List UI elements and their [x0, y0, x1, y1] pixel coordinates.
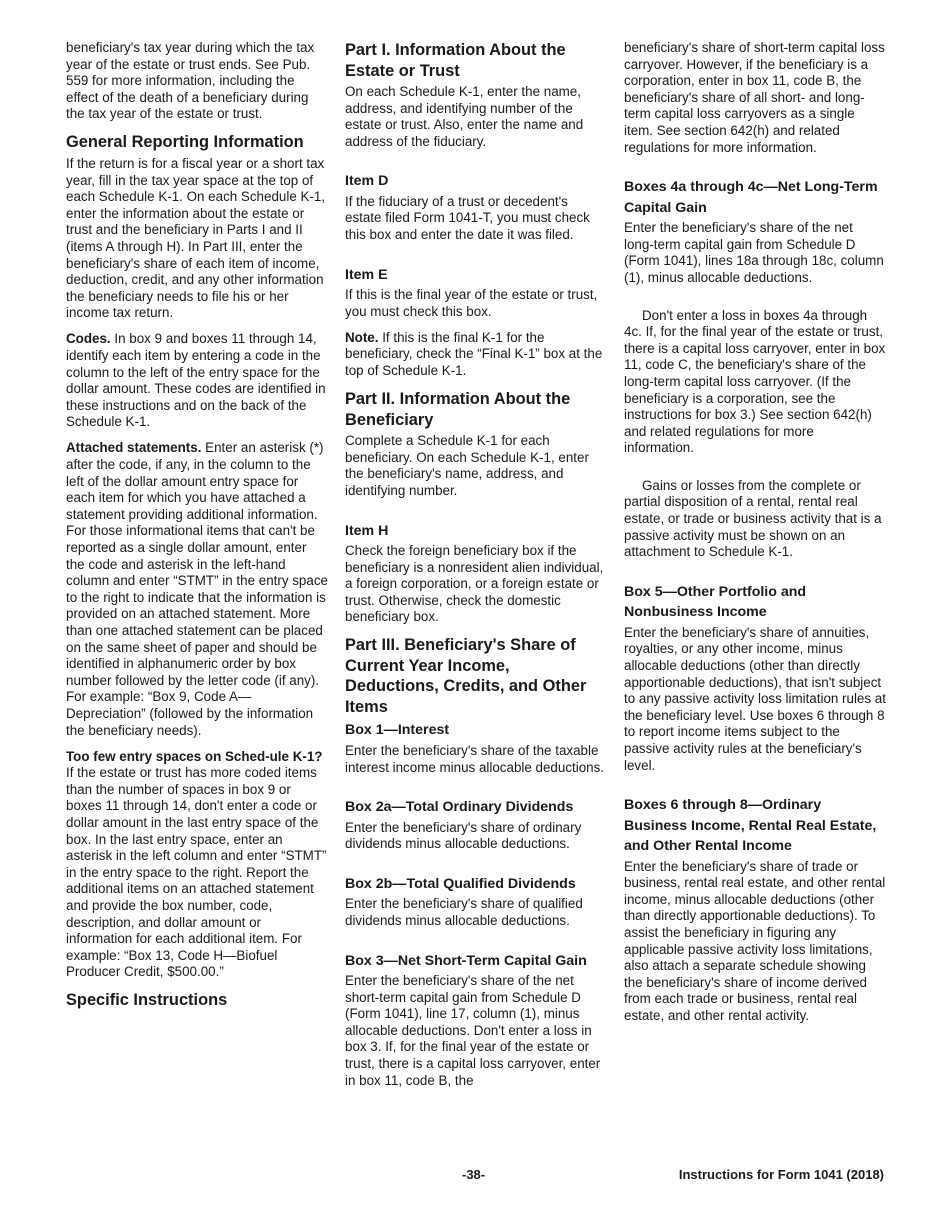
paragraph: Check the foreign beneficiary box if the beneficiary is a nonresident alien individual, a foreign corporation, or a foreign estate or trust. Otherwise, check the domestic beneficiary box.: [345, 543, 604, 625]
heading-box-2b: Box 2b—Total Qualified Dividends: [345, 875, 576, 892]
paragraph-note: [345, 330, 607, 380]
lead-term: Too few entry spaces on Sched-ule K-1?: [66, 748, 323, 764]
paragraph: If this is the final year of the estate or trust, you must check this box.: [345, 287, 598, 319]
paragraph: Gains or losses from the complete or partial disposition of a rental, rental real estate, or trade or business activity that is a passive activity must be shown on an attachment to Schedule K-1.: [624, 477, 882, 560]
paragraph-text: If this is the final K-1 for the beneficiary, check the “Final K-1” box at the top of Schedule K-1.: [345, 329, 603, 379]
paragraph-text: In box 9 and boxes 11 through 14, identify each item by entering a code in the column to the left of the entry space for the dollar amount. These codes are identified in these instructions and on the back of the Schedule K-1.: [66, 331, 326, 430]
lead-term: Attached statements.: [66, 440, 202, 456]
footer-title: Instructions for Form 1041 (2018): [678, 1167, 884, 1182]
paragraph: beneficiary's share of short-term capital loss carryover. However, if the beneficiary is a corporation, enter in box 11, code B, the beneficiary's share of all short- and long-term capital loss carryovers as a single item. See section 642(h) and related regulations for more information.: [624, 40, 885, 155]
paragraph: beneficiary's tax year during which the tax year of the estate or trust ends. See Pub. 559 for more information, including the effect of the death of a beneficiary during the tax year of the estate or trust.: [66, 40, 315, 122]
heading-part-1: Part I. Information About the Estate or Trust: [345, 41, 566, 80]
heading-box-1: Box 1—Interest: [345, 722, 450, 739]
heading-boxes-6-8: Boxes 6 through 8—Ordinary Business Income, Rental Real Estate, and Other Rental Income: [624, 797, 877, 855]
heading-box-2a: Box 2a—Total Ordinary Dividends: [345, 799, 574, 816]
paragraph: If the return is for a fiscal year or a short tax year, fill in the tax year space at the top of each Schedule K-1. On each Schedule K-1, enter the information about the estate or trust and the beneficiary in Parts I and II (items A through H). In Part III, enter the beneficiary's share of each item of income, deduction, credit, and any other information the beneficiary needs to file his or her income tax return.: [66, 155, 326, 321]
paragraph: If the fiduciary of a trust or decedent's estate filed Form 1041-T, you must check this box and enter the date it was filed.: [345, 193, 590, 243]
heading-item-e: Item E: [345, 266, 388, 283]
paragraph-text: Enter an asterisk (*) after the code, if any, in the column to the left of the dollar amount entry space for each item for which you have attached a statement providing additional information. For those informational items that can't be reported as a single dollar amount, enter the code and asterisk in the left-hand column and enter “STMT” in the entry space to the right to indicate that the information is provided on an attached statement. More than one attached statement can be placed on the same sheet of paper and should be identified in alphanumeric order by box number followed by the letter code (if any). For example: “Box 9, Code A—Depreciation” (followed by the information the beneficiary needs).: [66, 440, 328, 738]
heading-part-2: Part II. Information About the Beneficiary: [345, 390, 571, 429]
heading-box-5: Box 5—Other Portfolio and Nonbusiness Income: [624, 583, 807, 621]
paragraph-codes: [66, 331, 328, 431]
column-right: [624, 40, 886, 1034]
heading-part-3: Part III. Beneficiary's Share of Current Year Income, Deductions, Credits, and Other Items: [345, 636, 587, 716]
paragraph: Enter the beneficiary's share of ordinary dividends minus allocable deductions.: [345, 819, 582, 852]
column-middle: [345, 40, 607, 1099]
lead-term: Note.: [345, 329, 379, 345]
paragraph: Complete a Schedule K-1 for each beneficiary. On each Schedule K-1, enter the beneficiary's name, address, and identifying number.: [345, 433, 589, 498]
paragraph: Enter the beneficiary's share of annuities, royalties, or any other income, minus allocable deductions (other than directly apportionable deductions), that isn't subject to any passive activity loss limitation rules at the beneficiary level. Use boxes 6 through 8 to report income items subject to the passive activity rules at the beneficiary's level.: [624, 624, 886, 773]
heading-item-h: Item H: [345, 522, 389, 539]
heading-item-d: Item D: [345, 173, 389, 190]
paragraph-text: If the estate or trust has more coded items than the number of spaces in box 9 or boxes 11 through 14, don't enter a code or dollar amount in the last entry space of the box. In the last entry space, enter an asterisk in the left column and enter “STMT” in the entry space to the right. Report the additional items on an attached statement and provide the box number, code, description, and dollar amount or information for each additional item. For example: “Box 13, Code H—Biofuel Producer Credit, $500.00.”: [66, 765, 327, 980]
paragraph-attached-statements: [66, 440, 328, 739]
paragraph: On each Schedule K-1, enter the name, address, and identifying number of the estate or trust. Also, enter the name and address of the fiduciary.: [345, 84, 584, 149]
paragraph: Enter the beneficiary's share of qualified dividends minus allocable deductions.: [345, 896, 583, 928]
paragraph: Enter the beneficiary's share of the taxable interest income minus allocable deductions.: [345, 742, 605, 775]
page-number: -38-: [462, 1167, 486, 1182]
heading-box-3: Box 3—Net Short-Term Capital Gain: [345, 952, 587, 969]
paragraph: Enter the beneficiary's share of the net short-term capital gain from Schedule D (Form 1041), line 17, column (1), minus allocable deductions. Don't enter a loss in box 3. If, for the final year of the estate or trust, there is a capital loss carryover, enter in box 11, code B, the: [345, 973, 601, 1088]
paragraph: Enter the beneficiary's share of the net long-term capital gain from Schedule D (Form 1041), lines 18a through 18c, column (1), minus allocable deductions.: [624, 220, 884, 285]
column-left: [66, 40, 328, 1014]
heading-boxes-4a-4c: Boxes 4a through 4c—Net Long-Term Capital Gain: [624, 179, 878, 216]
paragraph: Don't enter a loss in boxes 4a through 4c. If, for the final year of the estate or trust, there is a capital loss carryover, enter in box 11, code C, the beneficiary's share of the long-term capital loss carryover. (If the beneficiary is a corporation, see the instructions for box 3.) See section 642(h) and related regulations for more information.: [624, 307, 886, 456]
lead-term: Codes.: [66, 331, 111, 347]
heading-general-reporting: General Reporting Information: [66, 133, 304, 152]
paragraph-too-few-entry-spaces: [66, 749, 328, 981]
paragraph: Enter the beneficiary's share of trade or business, rental real estate, and other rental income, minus allocable deductions (other than directly apportionable deductions). To assist the beneficiary in figuring any applicable passive activity loss limitations, also attach a separate schedule showing the beneficiary's share of income derived from each trade or business, rental real estate, and other rental activity.: [624, 858, 886, 1024]
heading-specific-instructions: Specific Instructions: [66, 991, 228, 1010]
